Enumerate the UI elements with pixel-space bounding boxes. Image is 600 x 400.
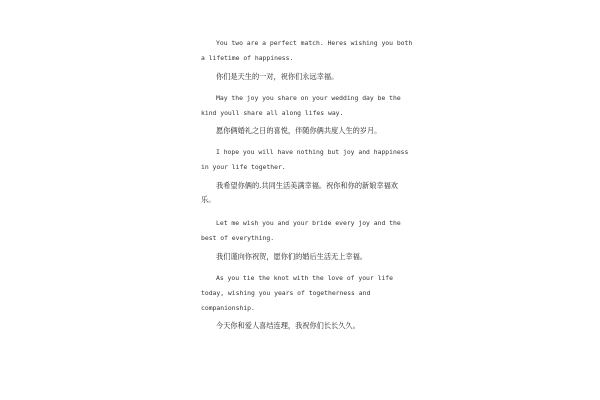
text-line: Let me wish you and your bride every joy and the [216, 219, 401, 227]
english-paragraph [201, 216, 401, 246]
text-line: You two are a perfect match. Heres wishing you both [216, 39, 413, 47]
chinese-paragraph [201, 179, 401, 207]
chinese-paragraph [201, 124, 401, 138]
text-line: 我们谨向你祝贺，愿你们的婚后生活无上幸福。 [216, 252, 367, 261]
text-line: kind youll share all along lifes way. [201, 109, 344, 117]
text-line: May the joy you share on your wedding day be the [216, 94, 401, 102]
text-line: today, wishing you years of togetherness and [201, 289, 371, 297]
chinese-paragraph [201, 319, 401, 333]
blessing-1 [201, 36, 413, 84]
text-line: I hope you will have nothing but joy and happiness [216, 148, 409, 156]
english-paragraph [201, 271, 401, 316]
text-line: companionship. [201, 304, 255, 312]
text-line: a lifetime of happiness. [201, 54, 294, 62]
text-line: 乐。 [201, 195, 216, 204]
blessing-3 [201, 145, 409, 207]
english-paragraph [201, 91, 401, 121]
text-line: 我希望你俩的.共同生活美满幸福。祝你和你的新娘幸福欢 [216, 181, 398, 190]
text-line: best of everything. [201, 234, 275, 242]
text-line: 你们是天生的一对，祝你们永远幸福。 [216, 72, 339, 81]
text-line: in your life together. [201, 163, 286, 171]
english-paragraph [201, 145, 409, 175]
english-paragraph [201, 36, 413, 66]
text-line: 今天你和爱人喜结连理，我祝你们长长久久。 [216, 321, 360, 330]
chinese-paragraph [201, 70, 401, 84]
text-line: 愿你俩婚礼之日的喜悦，伴随你俩共度人生的岁月。 [216, 126, 382, 135]
blessing-4 [201, 216, 401, 264]
blessing-5 [201, 271, 401, 333]
chinese-paragraph [201, 250, 401, 264]
text-line: As you tie the knot with the love of your life [216, 274, 393, 282]
blessing-2 [201, 91, 401, 138]
